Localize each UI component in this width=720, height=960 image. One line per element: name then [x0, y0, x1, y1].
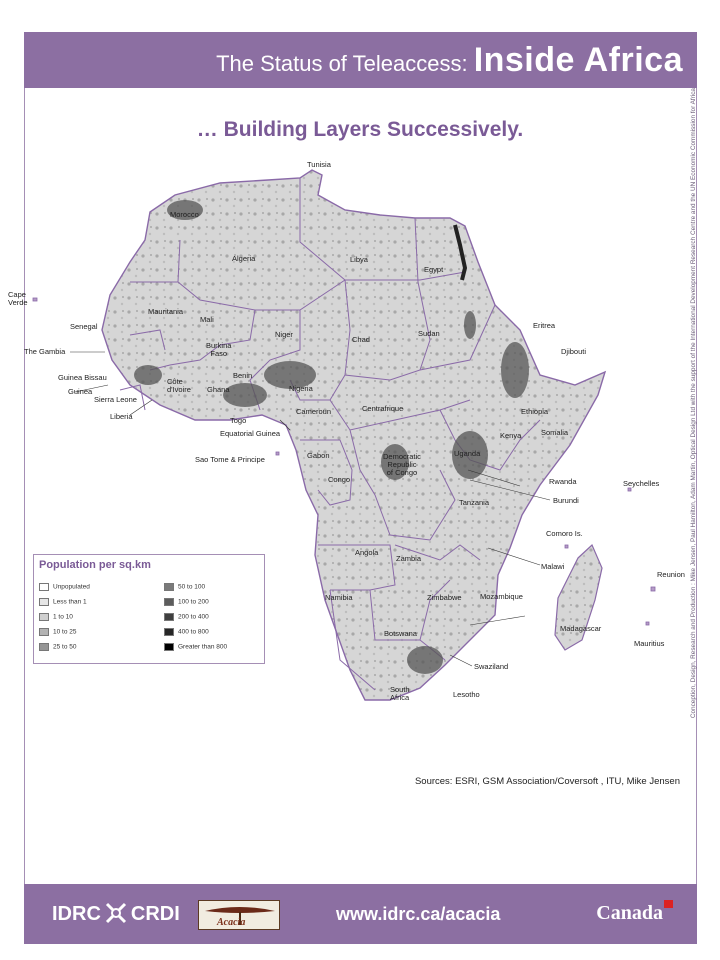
legend-label: 200 to 400: [178, 613, 209, 621]
legend-item: [164, 628, 209, 636]
idrc-text: IDRC: [52, 903, 101, 925]
legend-swatch: [164, 643, 174, 651]
label-sao-tome: Sao Tome & Principe: [195, 455, 265, 464]
legend-label: Greater than 800: [178, 643, 228, 651]
label-south-africa: South Africa: [390, 685, 410, 702]
label-somalia: Somalia: [541, 428, 569, 437]
label-cameroun: Cameroun: [296, 407, 332, 416]
label-senegal: Senegal: [70, 322, 98, 331]
label-ghana: Ghana: [207, 385, 230, 394]
label-guinea: Guinea: [68, 387, 93, 396]
label-uganda: Uganda: [454, 449, 481, 458]
label-gabon: Gabon: [307, 451, 330, 460]
legend-item: [39, 643, 77, 651]
label-reunion: Reunion: [657, 570, 685, 579]
legend-label: Less than 1: [53, 598, 87, 606]
legend-title: Population per sq.km: [39, 559, 151, 571]
label-cote-divoire: Côte d'Ivoire: [167, 377, 191, 394]
label-liberia: Liberia: [110, 412, 133, 421]
idrc-emblem-icon: [105, 902, 127, 924]
legend-swatch: [164, 583, 174, 591]
subtitle: … Building Layers Successively.: [196, 118, 524, 141]
label-egypt: Egypt: [424, 265, 444, 274]
label-sierra-leone: Sierra Leone: [94, 395, 137, 404]
label-lesotho: Lesotho: [453, 690, 480, 699]
label-malawi: Malawi: [541, 562, 565, 571]
label-the-gambia: The Gambia: [24, 347, 66, 356]
canada-wordmark: [596, 902, 663, 925]
legend-label: 400 to 800: [178, 628, 209, 636]
footer-bar: [24, 884, 697, 944]
label-niger: Niger: [275, 330, 293, 339]
label-kenya: Kenya: [500, 431, 522, 440]
label-cape-verde: Cape Verde: [8, 290, 28, 307]
label-mali: Mali: [200, 315, 214, 324]
label-mozambique: Mozambique: [480, 592, 523, 601]
legend-item: [164, 613, 209, 621]
legend-swatch: [39, 613, 49, 621]
label-seychelles: Seychelles: [623, 479, 660, 488]
legend-label: 100 to 200: [178, 598, 209, 606]
credits-text: Conception, Design, Research and Production : Mike Jensen, Paul Hamilton, Adam Martin, Optical Design Ltd with the support of the International Development Research Centre and the UN Economic Commission for Africa: [690, 88, 697, 719]
label-togo: Togo: [230, 416, 247, 425]
label-nigeria: Nigeria: [289, 384, 313, 393]
label-mauritania: Mauritania: [148, 307, 184, 316]
label-chad: Chad: [352, 335, 370, 344]
legend-item: [39, 598, 87, 606]
acacia-text: Acacia: [217, 917, 246, 928]
africa-map: [0, 150, 680, 770]
label-benin: Benin: [233, 371, 253, 380]
canada-text: Canada: [596, 902, 663, 924]
label-djibouti: Djibouti: [561, 347, 587, 356]
title-main: Inside Africa: [473, 41, 683, 79]
legend-swatch: [39, 643, 49, 651]
label-tunisia: Tunisia: [307, 160, 331, 169]
legend-label: Unpopulated: [53, 583, 90, 591]
label-sudan: Sudan: [418, 329, 440, 338]
legend-item: [39, 613, 73, 621]
legend-swatch: [39, 628, 49, 636]
label-zimbabwe: Zimbabwe: [427, 593, 462, 602]
label-centrafrique: Centrafrique: [362, 404, 404, 413]
label-mauritius: Mauritius: [634, 639, 665, 648]
canada-flag-icon: [664, 900, 673, 908]
label-namibia: Namibia: [325, 593, 353, 602]
crdi-text: CRDI: [130, 903, 180, 925]
acacia-logo[interactable]: [198, 900, 280, 930]
legend-label: 1 to 10: [53, 613, 73, 621]
label-equatorial-guinea: Equatorial Guinea: [220, 429, 281, 438]
label-drc: Democratic Republic of Congo: [383, 452, 421, 477]
idrc-logo[interactable]: [52, 902, 180, 926]
label-angola: Angola: [355, 548, 379, 557]
madagascar-shape: [555, 545, 602, 650]
label-rwanda: Rwanda: [549, 477, 577, 486]
legend-swatch: [39, 598, 49, 606]
legend-swatch: [164, 613, 174, 621]
label-eritrea: Eritrea: [533, 321, 556, 330]
legend-swatch: [164, 598, 174, 606]
label-libya: Libya: [350, 255, 368, 264]
sources-note: Sources: ESRI, GSM Association/Coversoft , ITU, Mike Jensen: [414, 776, 680, 787]
legend-label: 50 to 100: [178, 583, 206, 591]
label-ethiopia: Ethiopia: [521, 407, 549, 416]
legend-item: [164, 643, 227, 651]
page-title: [216, 41, 683, 80]
label-comoro: Comoro Is.: [546, 529, 583, 538]
legend-item: [164, 598, 209, 606]
label-botswana: Botswana: [384, 629, 417, 638]
website-link[interactable]: www.idrc.ca/acacia: [336, 904, 501, 924]
legend-label: 10 to 25: [53, 628, 77, 636]
legend-swatch: [164, 628, 174, 636]
title-bar: [24, 32, 697, 88]
population-legend: [33, 554, 265, 664]
label-algeria: Algeria: [232, 254, 256, 263]
credits-vertical: [680, 88, 697, 880]
label-burundi: Burundi: [553, 496, 579, 505]
legend-item: [164, 583, 205, 591]
label-morocco: Morocco: [170, 210, 199, 219]
label-congo: Congo: [328, 475, 351, 484]
label-burkina-faso: Burkina Faso: [206, 341, 232, 358]
legend-item: [39, 628, 77, 636]
legend-item: [39, 583, 90, 591]
label-guinea-bissau: Guinea Bissau: [58, 373, 107, 382]
title-prefix: The Status of Teleaccess:: [216, 51, 474, 76]
label-tanzania: Tanzania: [459, 498, 490, 507]
legend-label: 25 to 50: [53, 643, 77, 651]
legend-swatch: [39, 583, 49, 591]
label-swaziland: Swaziland: [474, 662, 509, 671]
label-zambia: Zambia: [396, 554, 422, 563]
label-madagascar: Madagascar: [560, 624, 602, 633]
